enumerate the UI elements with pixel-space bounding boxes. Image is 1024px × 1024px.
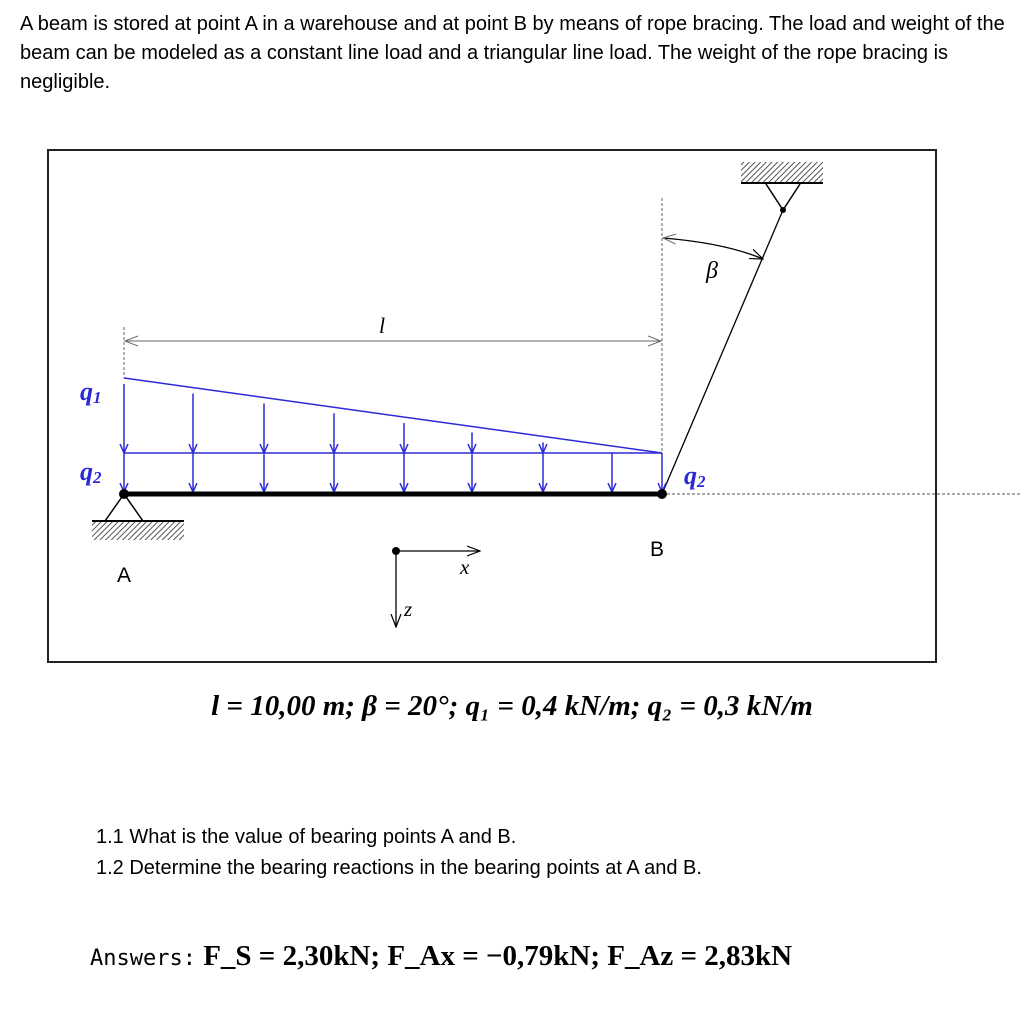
point-B-label: B <box>650 538 665 561</box>
question-1-2: 1.2 Determine the bearing reactions in the bearing points at A and B. <box>96 857 702 879</box>
problem-intro: A beam is stored at point A in a warehouse and at point B by means of rope bracing. The load and weight of the beam can be modeled as a constant line load and a triangular line load. The weight of the rope bracing is negligible. <box>20 13 1005 93</box>
beta-label: β <box>706 258 718 284</box>
x-axis-label: x <box>460 555 470 579</box>
question-1-1: 1.1 What is the value of bearing points A and B. <box>96 826 517 848</box>
ground-hatch <box>92 522 184 540</box>
diagram-frame <box>48 150 936 662</box>
rope <box>662 210 783 494</box>
q1-label: q1 <box>80 377 102 407</box>
answers <box>90 940 792 973</box>
coordinate-axes <box>392 547 480 627</box>
given-values: l = 10,00 m; β = 20°; q₁ = 0,4 kN/m; q₂ = 0,3 kN/m <box>211 690 813 722</box>
length-label: l <box>379 313 386 338</box>
q2-label-right: q2 <box>684 461 706 491</box>
q2-label-left: q2 <box>80 457 102 487</box>
answers-label: Answers: <box>90 946 196 971</box>
distributed-load <box>124 378 662 492</box>
point-A-label: A <box>117 564 132 587</box>
rope-hinge <box>766 184 800 210</box>
beta-angle-arc <box>663 238 763 259</box>
z-axis-label: z <box>404 597 413 621</box>
questions <box>96 822 702 884</box>
answers-text: F_S = 2,30kN; F_Ax = −0,79kN; F_Az = 2,83kN <box>203 940 793 972</box>
ceiling-hatch <box>741 162 823 182</box>
